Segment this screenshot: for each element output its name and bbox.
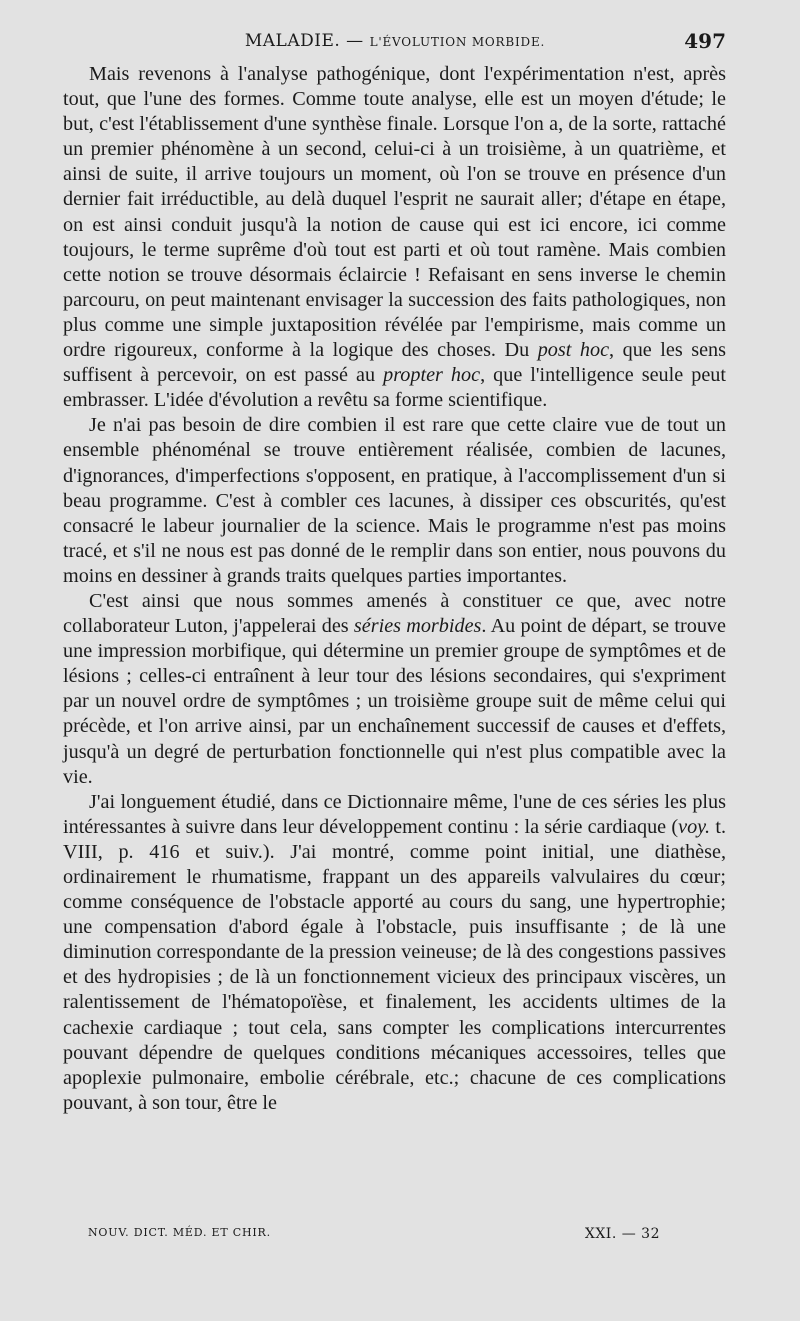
paragraph-3 bbox=[63, 589, 726, 790]
text-run: , que l'intelligence seule peut embrasser. L'idée d'évolution a revêtu sa forme scientifique. bbox=[63, 364, 726, 412]
page-header bbox=[64, 31, 726, 57]
body-text bbox=[63, 62, 726, 1116]
printer-signature: NOUV. DICT. MÉD. ET CHIR. bbox=[88, 1226, 271, 1239]
running-head-main: MALADIE. bbox=[244, 31, 341, 51]
paragraph-1 bbox=[63, 62, 726, 413]
paragraph-2 bbox=[63, 413, 726, 589]
reference-abbrev: voy. bbox=[678, 815, 711, 838]
text-run: Mais revenons à l'analyse pathogénique, dont l'expérimentation n'est, après tout, que l'une des formes. Comme toute analyse, elle est un moyen d'étude; le but, c'est l'établissement d'une synthèse finale. Lorsque l'on a, de la sorte, rattaché un premier phénomène à un second, celui-ci à un troisième, à un quatrième, et ainsi de suite, il arrive toujours un moment, où l'on se trouve en présence d'un dernier fait irréductible, au delà duquel l'esprit ne saurait aller; d'étape en étape, on est ainsi conduit jusqu'à la notion de cause qui est ici encore, ici comme toujours, le terme suprême d'où tout est parti et où tout ramène. Mais combien cette notion se trouve désormais éclaircie ! Refaisant en sens inverse le chemin parcouru, on peut maintenant envisager la succession des faits pathologiques, non plus comme une simple juxtaposition révélée par l'empirisme, mais comme un ordre rigoureux, conforme à la logique des choses. Du bbox=[63, 63, 726, 362]
latin-term: post hoc bbox=[537, 339, 610, 362]
latin-term: propter hoc bbox=[383, 364, 481, 387]
running-head-dash: — bbox=[346, 31, 364, 51]
text-run: , que les sens suffisent à percevoir, on est passé au bbox=[63, 339, 726, 387]
text-run: C'est ainsi que nous sommes amenés à constituer ce que, avec notre collaborateur Luton, j'appelerai des bbox=[63, 589, 726, 638]
paragraph-4 bbox=[63, 790, 726, 1116]
page-number: 497 bbox=[684, 29, 726, 53]
emphasis-term: séries morbides bbox=[353, 615, 482, 638]
text-run: Je n'ai pas besoin de dire combien il est rare que cette claire vue de tout un ensemble phénoménal se trouve entièrement réalisée, combien de lacunes, d'ignorances, d'imperfections s'opposent, en pratique, à l'accomplissement d'un si beau programme. C'est à combler ces lacunes, à dissiper ces obscurités, qu'est consacré le labeur journalier de la science. Mais le programme n'est pas moins tracé, et s'il ne nous est pas donné de le remplir dans son entier, nous pouvons du moins en dessiner à grands traits quelques parties importantes. bbox=[63, 414, 726, 587]
text-run: J'ai longuement étudié, dans ce Dictionnaire même, l'une de ces séries les plus intéressantes à suivre dans leur développement continu : la série cardiaque ( bbox=[63, 790, 726, 838]
text-run: t. VIII, p. 416 et suiv.). J'ai montré, comme point initial, une diathèse, ordinairement le rhumatisme, frappant un des appareils valvulaires du cœur; comme conséquence de l'obstacle apporté au cours du sang, une hypertrophie; une compensation d'abord égale à l'obstacle, puis insuffisante ; de là une diminution correspondante de la pression veineuse; de là des congestions passives et des hydropisies ; de là un fonctionnement vicieux des principaux viscères, un ralentissement de l'hématopoïèse, et finalement, les accidents ultimes de la cachexie cardiaque ; tout cela, sans compter les complications intercurrentes pouvant dépendre de quelques conditions mécaniques accessoires, telles que apoplexie pulmonaire, embolie cérébrale, etc.; chacune de ces complications pouvant, à son tour, être le bbox=[63, 815, 727, 1114]
running-head bbox=[64, 31, 726, 51]
volume-signature: XXI. — 32 bbox=[584, 1226, 660, 1242]
text-run: . Au point de départ, se trouve une impression morbifique, qui détermine un premier groupe de symptômes et de lésions ; celles-ci entraînent à leur tour des lésions secondaires, qui s'expriment par un nouvel ordre de symptômes ; un troisième groupe suit de même celui qui précède, et l'on arrive ainsi, par un enchaînement successif de causes et d'effets, jusqu'à un degré de perturbation fonctionnelle qui n'est plus compatible avec la vie. bbox=[63, 615, 726, 788]
running-head-subtitle: L'ÉVOLUTION MORBIDE. bbox=[369, 35, 546, 49]
